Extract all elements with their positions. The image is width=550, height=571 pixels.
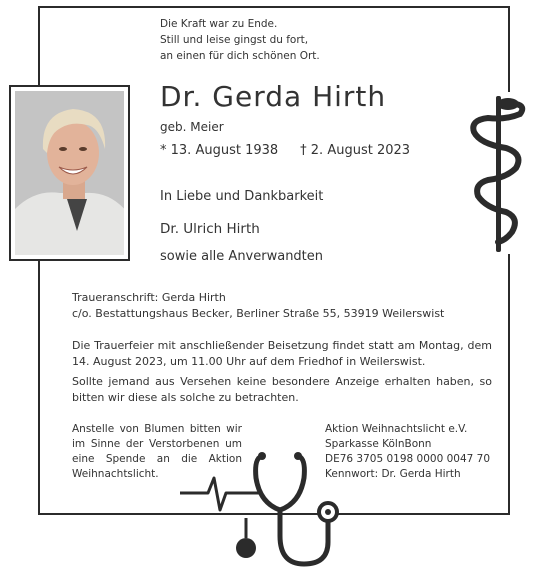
stethoscope-icon [150,448,350,571]
donation-line: DE76 3705 0198 0000 0047 70 [325,453,491,465]
donation-line: Kennwort: Dr. Gerda Hirth [325,468,461,480]
life-dates [160,143,410,158]
dedication: In Liebe und Dankbarkeit [160,189,324,204]
death-date: † 2. August 2023 [300,143,411,158]
poem-line: Die Kraft war zu Ende. [160,18,278,30]
mourning-address [72,290,444,322]
portrait-photo [15,91,124,255]
birth-date: * 13. August 1938 [160,143,279,158]
poem-line: Still und leise gingst du fort, [160,34,309,46]
flowers-request: Anstelle von Blumen bitten wir im Sinne der Verstorbenen um eine Spende an die Aktion Weihnachtslicht. [72,423,242,480]
rod-of-asclepius-icon [466,92,530,254]
poem-line: an einen für dich schönen Ort. [160,50,320,62]
donation-line: Sparkasse KölnBonn [325,438,432,450]
mourner-name: Dr. Ulrich Hirth [160,221,260,237]
portrait-frame [9,85,130,261]
relatives: sowie alle Anverwandten [160,249,324,264]
notice-info: Sollte jemand aus Versehen keine besondere Anzeige erhalten haben, so bitten wir diese als solche zu betrachten. [72,375,492,404]
maiden-name: geb. Meier [160,120,224,134]
donation-line: Aktion Weihnachtslicht e.V. [325,423,468,435]
address-line: Traueranschrift: Gerda Hirth [72,291,226,304]
deceased-name: Dr. Gerda Hirth [160,80,387,113]
address-line: c/o. Bestattungshaus Becker, Berliner Straße 55, 53919 Weilerswist [72,307,445,320]
funeral-info: Die Trauerfeier mit anschließender Beisetzung findet statt am Montag, dem 14. August 2023, um 11.00 Uhr auf dem Friedhof in Weilerswist. [72,339,492,368]
poem [160,16,320,64]
